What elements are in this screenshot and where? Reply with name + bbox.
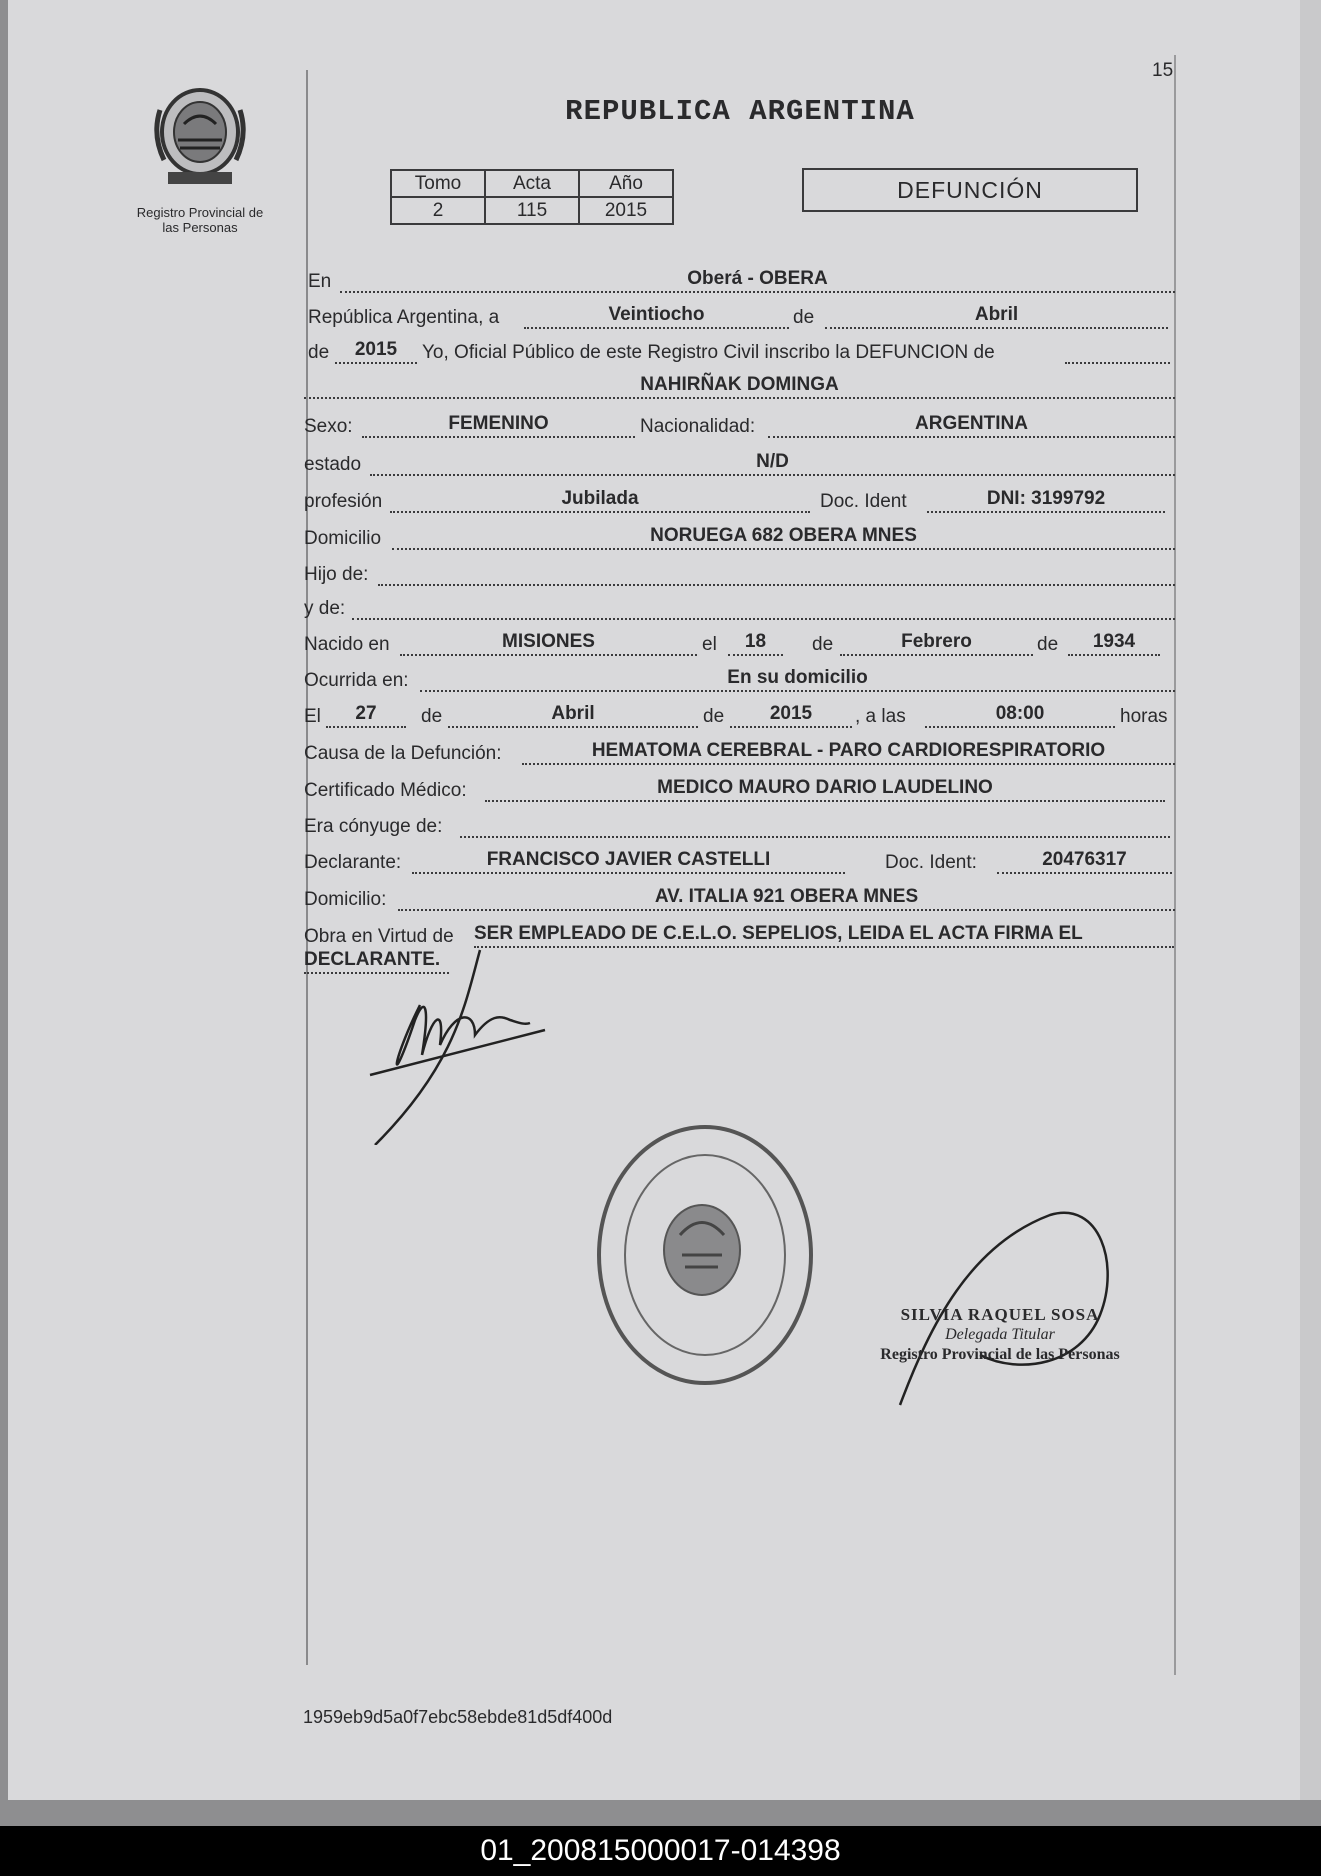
document-hash: 1959eb9d5a0f7ebc58ebde81d5df400d	[303, 1707, 613, 1727]
form-line-spouse	[300, 812, 1175, 842]
office-caption	[115, 205, 285, 235]
label-hijo-de: Hijo de:	[304, 564, 369, 585]
form-line-cause	[300, 739, 1175, 769]
label-de: de	[793, 307, 815, 328]
spouse-value	[460, 812, 1170, 838]
label-yo-oficial: Yo, Oficial Público de este Registro Civil inscribo la DEFUNCION de	[422, 342, 995, 363]
birth-month-value: Febrero	[840, 630, 1033, 656]
form-line-profession	[300, 487, 1175, 517]
record-table-cell: 2	[391, 197, 485, 224]
label-nacido-en: Nacido en	[304, 634, 390, 655]
form-line-declarant-address	[300, 885, 1175, 915]
record-table-header: Tomo	[391, 170, 485, 197]
page-number: 15	[1152, 60, 1174, 81]
provincial-seal-icon	[150, 80, 250, 190]
occurred-in-value: En su domicilio	[420, 666, 1175, 692]
document-title: REPUBLICA ARGENTINA	[565, 95, 915, 128]
label-de: de	[1037, 634, 1059, 655]
label-y-de: y de:	[304, 598, 346, 619]
label-domicilio-colon: Domicilio:	[304, 889, 387, 910]
form-line-date	[300, 303, 1175, 333]
birth-place-value: MISIONES	[400, 630, 697, 656]
label-a-las: , a las	[855, 706, 906, 727]
death-time-value: 08:00	[925, 702, 1115, 728]
form-line-father	[300, 560, 1175, 590]
officer-block	[870, 1305, 1130, 1365]
label-profesion: profesión	[304, 491, 383, 512]
label-el: el	[702, 634, 717, 655]
form-line-declarant	[300, 848, 1175, 878]
form-line-occurred	[300, 666, 1175, 696]
form-line-name	[300, 373, 1175, 403]
officer-name: SILVIA RAQUEL SOSA	[900, 1305, 1100, 1324]
label-causa: Causa de la Defunción:	[304, 743, 502, 764]
label-ocurrida-en: Ocurrida en:	[304, 670, 409, 691]
label-republica: República Argentina, a	[308, 307, 500, 328]
obra-line2-value: DECLARANTE.	[304, 948, 449, 974]
form-line-address	[300, 524, 1175, 554]
label-nacionalidad: Nacionalidad:	[640, 416, 756, 437]
declarant-value: FRANCISCO JAVIER CASTELLI	[412, 848, 845, 874]
month-value: Abril	[825, 303, 1168, 329]
office-caption-line1: Registro Provincial de	[136, 205, 264, 220]
father-value	[378, 560, 1175, 586]
label-de: de	[421, 706, 443, 727]
declarant-address-value: AV. ITALIA 921 OBERA MNES	[398, 885, 1175, 911]
death-day-value: 27	[326, 702, 406, 728]
label-de: de	[308, 342, 330, 363]
civil-status-value: N/D	[370, 450, 1175, 476]
death-year-value: 2015	[730, 702, 852, 728]
label-doc-ident: Doc. Ident	[820, 491, 907, 512]
label-obra-en-virtud: Obra en Virtud de	[304, 926, 454, 947]
label-conyuge: Era cónyuge de:	[304, 816, 443, 837]
label-declarante: Declarante:	[304, 852, 402, 873]
form-line-birth	[300, 630, 1175, 660]
birth-year-value: 1934	[1068, 630, 1160, 656]
registry-stamp-icon	[590, 1115, 820, 1395]
form-line-place	[300, 267, 1175, 297]
scan-id: 01_200815000017-014398	[480, 1834, 841, 1867]
sex-value: FEMENINO	[362, 412, 635, 438]
page-edge	[1300, 0, 1321, 1800]
death-month-value: Abril	[448, 702, 698, 728]
label-de: de	[812, 634, 834, 655]
scan-id-bar	[0, 1826, 1321, 1876]
declarant-signature-icon	[360, 945, 550, 1145]
label-domicilio: Domicilio	[304, 528, 382, 549]
label-doc-ident-colon: Doc. Ident:	[885, 852, 977, 873]
label-sexo: Sexo:	[304, 416, 353, 437]
year-value: 2015	[335, 338, 417, 364]
record-table	[390, 169, 674, 225]
form-line-death-date	[300, 702, 1175, 732]
label-El: El	[304, 706, 321, 727]
cause-value: HEMATOMA CEREBRAL - PARO CARDIORESPIRATORIO	[522, 739, 1175, 765]
birth-day-value: 18	[728, 630, 783, 656]
form-line-sex	[300, 412, 1175, 442]
blank-line	[1065, 338, 1170, 364]
mother-value	[352, 594, 1175, 620]
place-value: Oberá - OBERA	[340, 267, 1175, 293]
document-type-box: DEFUNCIÓN	[802, 168, 1138, 212]
declarant-doc-value: 20476317	[997, 848, 1172, 874]
nationality-value: ARGENTINA	[768, 412, 1175, 438]
form-line-mother	[300, 594, 1175, 624]
record-table-cell: 2015	[579, 197, 673, 224]
form-line-physician	[300, 776, 1175, 806]
record-table-header: Acta	[485, 170, 579, 197]
record-table-cell: 115	[485, 197, 579, 224]
label-horas: horas	[1120, 706, 1168, 727]
label-estado: estado	[304, 454, 362, 475]
record-table-header: Año	[579, 170, 673, 197]
deceased-name-value: NAHIRÑAK DOMINGA	[304, 373, 1175, 399]
label-certificado: Certificado Médico:	[304, 780, 467, 801]
form-line-year	[300, 338, 1175, 368]
form-line-status	[300, 450, 1175, 480]
physician-value: MEDICO MAURO DARIO LAUDELINO	[485, 776, 1165, 802]
officer-office: Registro Provincial de las Personas	[880, 1346, 1120, 1363]
officer-title: Delegada Titular	[945, 1326, 1055, 1343]
label-de: de	[703, 706, 725, 727]
office-caption-line2: las Personas	[162, 220, 238, 235]
profession-value: Jubilada	[390, 487, 810, 513]
label-en: En	[308, 271, 332, 292]
doc-ident-value: DNI: 3199792	[927, 487, 1165, 513]
obra-line1-value: SER EMPLEADO DE C.E.L.O. SEPELIOS, LEIDA EL ACTA FIRMA EL	[474, 922, 1174, 948]
address-value: NORUEGA 682 OBERA MNES	[392, 524, 1175, 550]
day-words-value: Veintiocho	[524, 303, 789, 329]
